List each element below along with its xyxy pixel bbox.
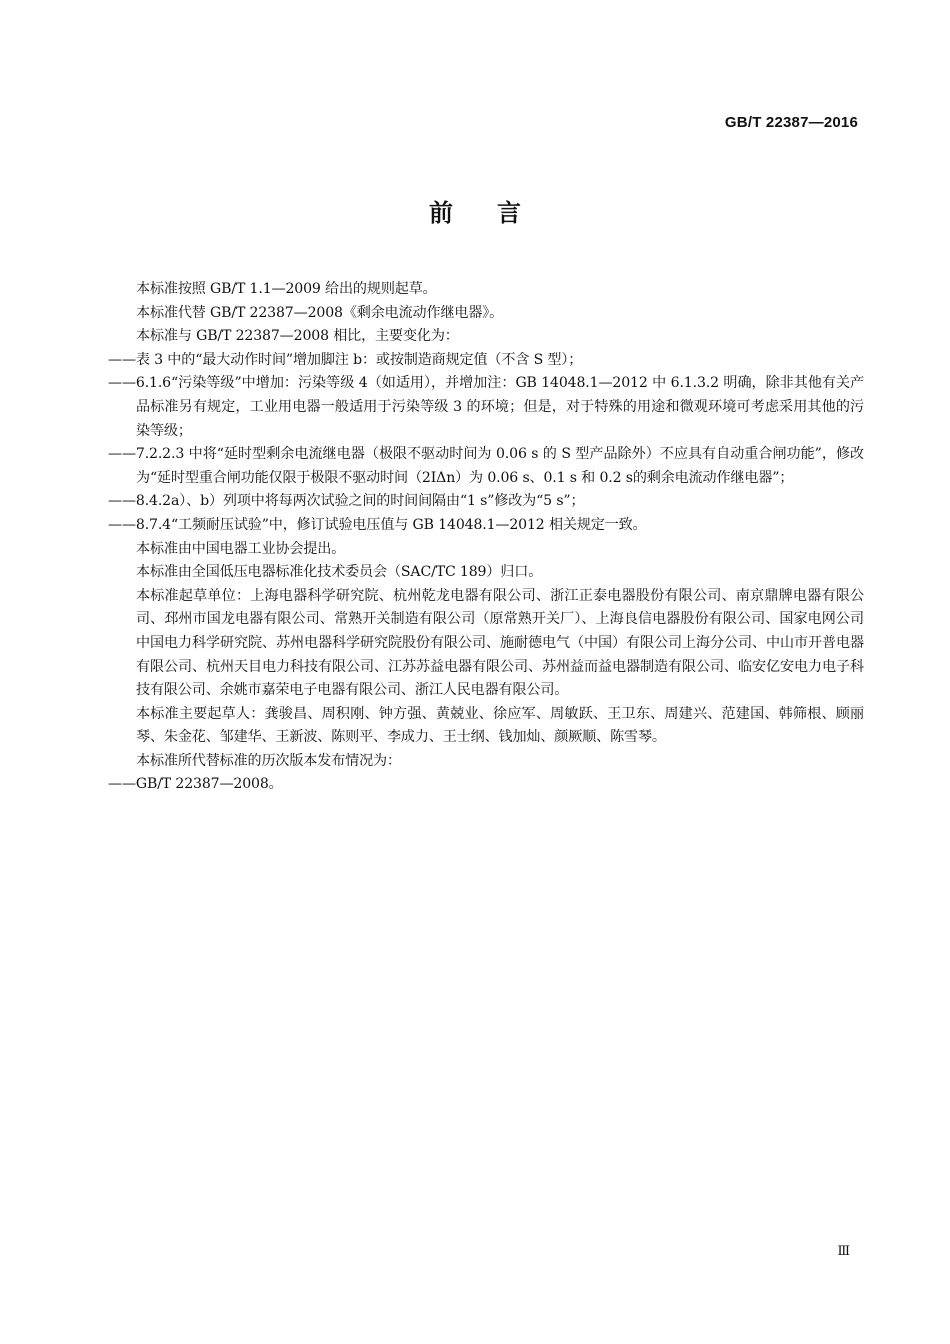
- paragraph-proposed-by: 本标准由中国电器工业协会提出。: [136, 540, 346, 557]
- change-item: ——8.4.2a）、b）列项中将每两次试验之间的时间间隔由“1 s”修改为“5 s”；: [108, 493, 585, 510]
- change-item: ——7.2.2.3 中将“延时型剩余电流继电器（极限不驱动时间为 0.06 s 的 S 型产品除外）不应具有自动重合闸功能”，修改为“延时型重合闸功能仅限于极限不驱动时间（2IΔn）为 0.06 s、0.1 s 和 0.2 s的剩余电流动作继电器”；: [108, 446, 864, 486]
- paragraph-drafting-rules: 本标准按照 GB/T 1.1—2009 给出的规则起草。: [136, 281, 437, 297]
- page-number: Ⅲ: [837, 1244, 850, 1259]
- paragraph-replaces: 本标准代替 GB/T 22387—2008《剩余电流动作继电器》。: [136, 304, 504, 321]
- paragraph-centralized-by: 本标准由全国低压电器标准化技术委员会（SAC/TC 189）归口。: [136, 564, 543, 581]
- paragraph-main-drafters: 本标准主要起草人：龚骏昌、周积刚、钟方强、黄兢业、徐应军、周敏跃、王卫东、周建兴、范建国、韩筛根、顾丽琴、朱金花、邹建华、王新波、陈则平、李成力、王士纲、钱加灿、颜厥顺、陈雪琴。: [136, 705, 864, 746]
- previous-edition-item: ——GB/T 22387—2008。: [108, 776, 283, 793]
- standard-code: GB/T 22387—2016: [724, 114, 858, 131]
- change-item: ——6.1.6“污染等级”中增加：污染等级 4（如适用），并增加注：GB 14048.1—2012 中 6.1.3.2 明确，除非其他有关产品标准另有规定，工业用电器一般适用于污染等级 3 的环境；但是，对于特殊的用途和微观环境可考虑采用其他的污染等级；: [108, 375, 864, 439]
- paragraph-drafting-units: 本标准起草单位：上海电器科学研究院、杭州乾龙电器有限公司、浙江正泰电器股份有限公司、南京鼎牌电器有限公司、邳州市国龙电器有限公司、常熟开关制造有限公司（原常熟开关厂）、上海良信电器股份有限公司、国家电网公司中国电力科学研究院、苏州电器科学研究院股份有限公司、施耐德电气（中国）有限公司上海分公司、中山市开普电器有限公司、杭州天目电力科技有限公司、江苏苏益电器有限公司、苏州益而益电器制造有限公司、临安亿安电力电子科技有限公司、余姚市嘉荣电子电器有限公司、浙江人民电器有限公司。: [136, 587, 864, 699]
- paragraph-changes-intro: 本标准与 GB/T 22387—2008 相比，主要变化为：: [136, 328, 459, 345]
- document-body: [108, 278, 864, 797]
- change-item: ——8.7.4“工频耐压试验”中，修订试验电压值与 GB 14048.1—2012 相关规定一致。: [108, 516, 647, 533]
- page-title: 前言: [429, 199, 565, 227]
- paragraph-previous-editions: 本标准所代替标准的历次版本发布情况为：: [136, 752, 401, 769]
- change-item: ——表 3 中的“最大动作时间”增加脚注 b：或按制造商规定值（不含 S 型）；: [108, 351, 583, 368]
